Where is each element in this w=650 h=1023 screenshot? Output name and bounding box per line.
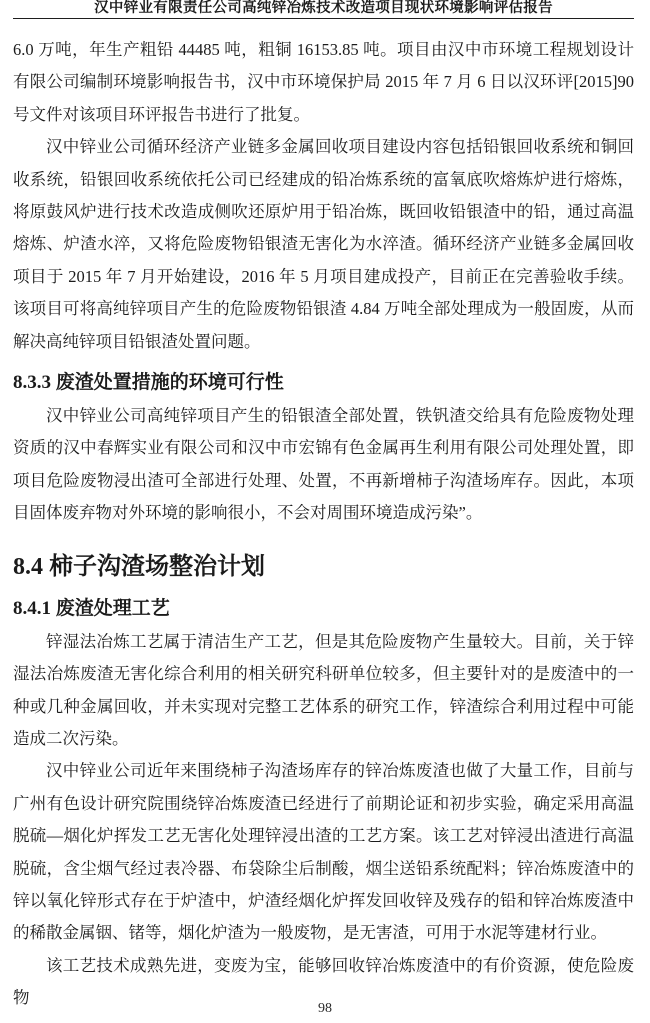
page-header — [13, 0, 634, 19]
body-paragraph: 锌湿法冶炼工艺属于清洁生产工艺，但是其危险废物产生量较大。目前，关于锌湿法冶炼废渣无害化综合利用的相关研究科研单位较多，但主要针对的是废渣中的一种或几种金属回收，并未实现对完整工艺体系的研究工作，锌渣综合利用过程中可能造成二次污染。 — [13, 631, 634, 748]
header-title: 汉中锌业有限责任公司高纯锌冶炼技术改造项目现状环境影响评估报告 — [94, 0, 553, 16]
body-paragraph: 汉中锌业公司近年来围绕柿子沟渣场库存的锌冶炼废渣也做了大量工作，目前与广州有色设计研究院围绕锌冶炼废渣已经进行了前期论证和初步实验，确定采用高温脱硫—烟化炉挥发工艺无害化处理锌浸出渣的工艺方案。该工艺对锌浸出渣进行高温脱硫，含尘烟气经过表冷器、布袋除尘后制酸，烟尘送铅系统配料；锌冶炼废渣中的锌以氧化锌形式存在于炉渣中，炉渣经烟化炉挥发回收锌及残存的铅和锌冶炼废渣中的稀散金属铟、锗等，烟化炉渣为一般废物，是无害渣，可用于水泥等建材行业。 — [13, 761, 634, 943]
section-heading-8-4-1: 8.4.1 废渣处理工艺 — [13, 597, 170, 619]
section-heading-8-4: 8.4 柿子沟渣场整治计划 — [13, 553, 265, 580]
page-number: 98 — [318, 1001, 332, 1016]
page-footer — [0, 999, 650, 1017]
body-paragraph: 该工艺技术成熟先进，变废为宝，能够回收锌冶炼废渣中的有价资源，使危险废物 — [13, 955, 634, 1008]
body-paragraph-continued: 6.0 万吨，年生产粗铅 44485 吨，粗铜 16153.85 吨。项目由汉中市环境工程规划设计有限公司编制环境影响报告书，汉中市环境保护局 2015 年 7 月 6 日以汉环评[2015]90 号文件对该项目环评报告书进行了批复。 — [13, 40, 634, 124]
section-heading-8-3-3: 8.3.3 废渣处置措施的环境可行性 — [13, 372, 284, 394]
page-body — [13, 34, 634, 1015]
body-paragraph: 汉中锌业公司循环经济产业链多金属回收项目建设内容包括铅银回收系统和铜回收系统，铅银回收系统依托公司已经建成的铅冶炼系统的富氧底吹熔炼炉进行熔炼，将原鼓风炉进行技术改造成侧吹还原炉用于铅冶炼，既回收铅银渣中的铅，通过高温熔炼、炉渣水淬，又将危险废物铅银渣无害化为水淬渣。循环经济产业链多金属回收项目于 2015 年 7 月开始建设，2016 年 5 月项目建成投产，目前正在完善验收手续。该项目可将高纯锌项目产生的危险废物铅银渣 4.84 万吨全部处理成为一般固废，从而解决高纯锌项目铅银渣处置问题。 — [13, 137, 634, 351]
body-paragraph: 汉中锌业公司高纯锌项目产生的铅银渣全部处置，铁钒渣交给具有危险废物处理资质的汉中春辉实业有限公司和汉中市宏锦有色金属再生利用有限公司处理处置，即项目危险废物浸出渣可全部进行处理、处置，不再新增柿子沟渣场库存。因此，本项目固体废弃物对外环境的影响很小，不会对周围环境造成污染”。 — [13, 406, 634, 523]
